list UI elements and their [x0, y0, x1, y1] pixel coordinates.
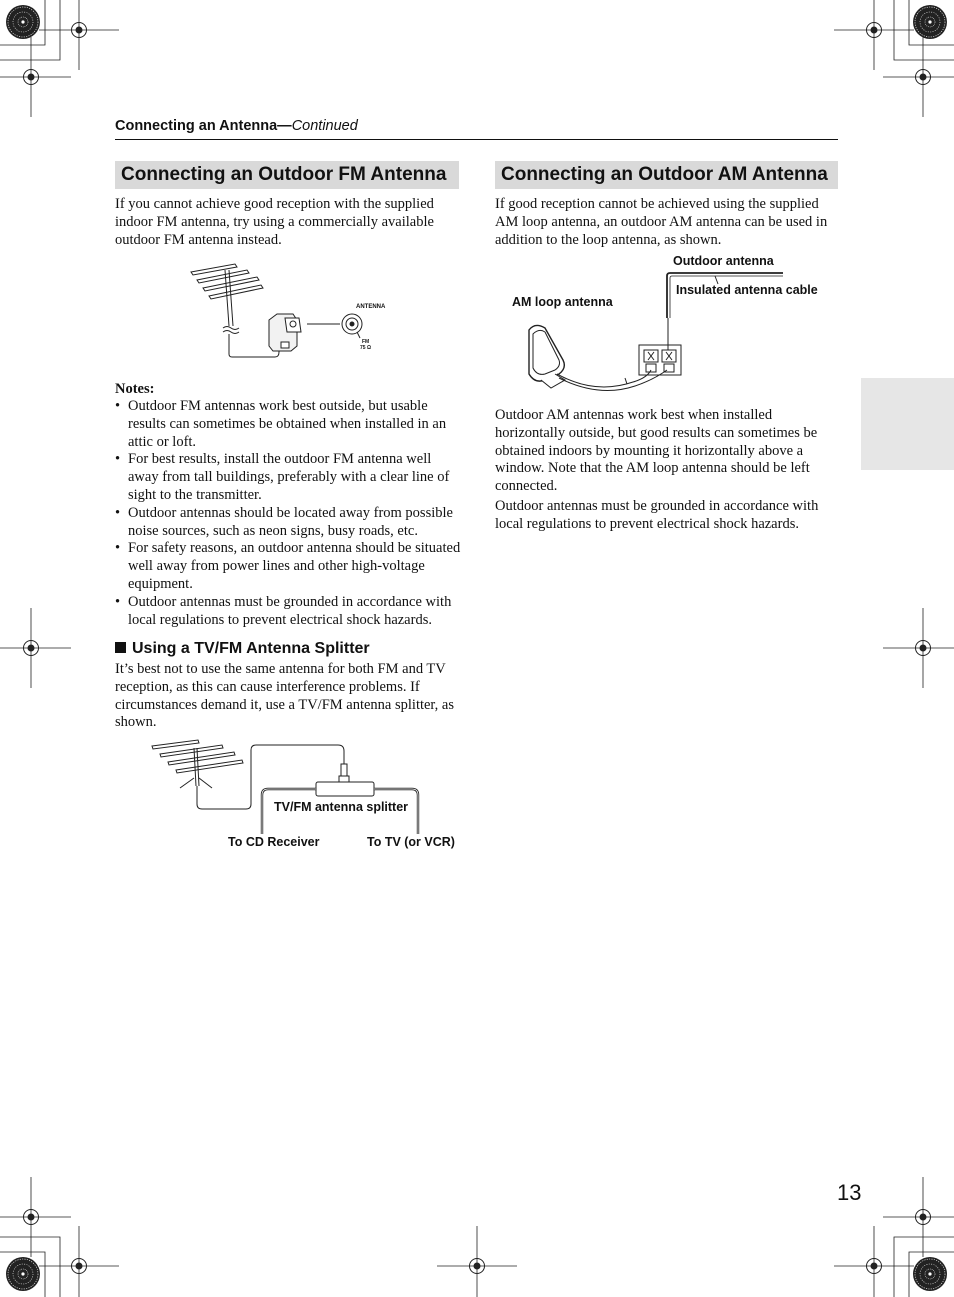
splitter-label: TV/FM antenna splitter	[274, 800, 409, 814]
header-rule	[115, 139, 838, 140]
fm-jack-fm-label: FM	[362, 339, 370, 345]
fm-intro-text: If you cannot achieve good reception with the supplied indoor FM antenna, try using a commercially available outdoor FM antenna instead.	[115, 196, 434, 248]
side-tab	[861, 378, 954, 470]
am-loop-label: AM loop antenna	[512, 295, 613, 309]
to-cd-receiver-label: To CD Receiver	[228, 835, 320, 849]
running-header-continued: Continued	[291, 118, 358, 134]
running-header	[115, 118, 358, 134]
notes-title: Notes:	[115, 381, 155, 397]
fm-intro	[115, 196, 461, 249]
am-intro-text: If good reception cannot be achieved using the supplied AM loop antenna, an outdoor AM antenna can be used in addition to the loop antenna, as shown.	[495, 196, 828, 248]
splitter-diagram	[150, 736, 450, 840]
note-item: • Outdoor antennas should be located away from possible noise sources, such as neon signs, busy roads, etc.	[115, 505, 461, 541]
am-para-1: Outdoor AM antennas work best when installed horizontally outside, but good results can sometimes be obtained indoors by mounting it horizontally above a window. Note that the AM loop antenna should be left connected.	[495, 407, 818, 495]
notes-list	[115, 398, 461, 629]
splitter-body-text: It’s best not to use the same antenna for both FM and TV reception, as this can cause interference problems. If circumstances demand it, use a TV/FM antenna splitter, as shown.	[115, 661, 455, 731]
note-item: • For best results, install the outdoor FM antenna well away from tall buildings, preferably with a clear line of sight to the transmitter.	[115, 451, 461, 504]
am-section-heading: Connecting an Outdoor AM Antenna	[495, 161, 838, 189]
splitter-heading	[115, 640, 370, 658]
splitter-body	[115, 661, 455, 732]
note-item: • For safety reasons, an outdoor antenna should be situated well away from power lines and other high-voltage equipment.	[115, 540, 461, 593]
note-item: • Outdoor FM antennas work best outside, but usable results can sometimes be obtained when installed in an attic or loft.	[115, 398, 461, 451]
am-para-2: Outdoor antennas must be grounded in accordance with local regulations to prevent electrical shock hazards.	[495, 497, 819, 532]
am-intro	[495, 196, 838, 249]
fm-jack-antenna-label: ANTENNA	[356, 304, 386, 310]
fm-notes	[115, 381, 461, 629]
page-number: 13	[837, 1180, 862, 1205]
to-tv-label: To TV (or VCR)	[367, 835, 455, 849]
insulated-cable-label: Insulated antenna cable	[676, 283, 818, 297]
running-header-title: Connecting an Antenna—	[115, 118, 292, 134]
note-item: • Outdoor antennas must be grounded in accordance with local regulations to prevent electrical shock hazards.	[115, 594, 461, 630]
splitter-heading-text: Using a TV/FM Antenna Splitter	[132, 640, 370, 657]
am-body	[495, 407, 838, 534]
square-bullet-icon	[115, 642, 126, 653]
fm-jack-ohm-label: 75 Ω	[360, 345, 371, 351]
fm-section-heading: Connecting an Outdoor FM Antenna	[115, 161, 459, 189]
outdoor-antenna-label: Outdoor antenna	[673, 254, 774, 268]
